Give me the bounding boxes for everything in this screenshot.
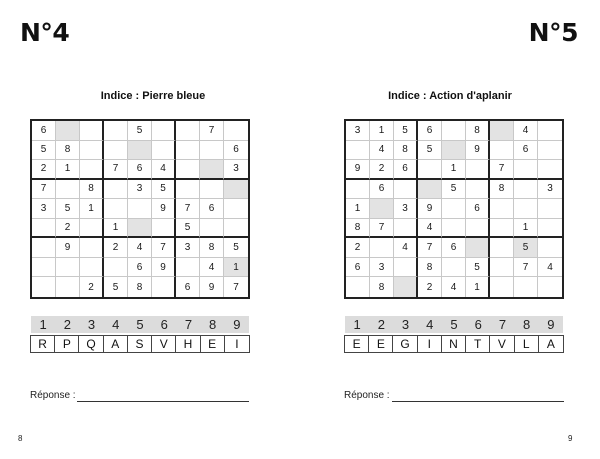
key-letter: E <box>201 336 225 352</box>
sudoku-cell[interactable]: 7 <box>514 258 538 278</box>
sudoku-cell[interactable] <box>538 219 562 239</box>
letter-key-row <box>30 335 250 353</box>
key-letter: V <box>490 336 514 352</box>
sudoku-cell[interactable]: 9 <box>152 199 176 219</box>
sudoku-cell[interactable] <box>56 277 80 297</box>
number-key-row <box>31 316 249 333</box>
sudoku-cell[interactable] <box>346 277 370 297</box>
sudoku-cell[interactable]: 8 <box>200 238 224 258</box>
sudoku-cell[interactable] <box>442 141 466 161</box>
sudoku-cell[interactable] <box>104 258 128 278</box>
sudoku-cell[interactable] <box>224 121 248 141</box>
sudoku-cell[interactable]: 8 <box>128 277 152 297</box>
sudoku-cell[interactable] <box>56 121 80 141</box>
key-letter: E <box>345 336 369 352</box>
sudoku-cell[interactable]: 8 <box>418 258 442 278</box>
key-letter: A <box>104 336 128 352</box>
sudoku-cell[interactable] <box>538 160 562 180</box>
sudoku-cell[interactable] <box>466 238 490 258</box>
sudoku-cell[interactable]: 9 <box>418 199 442 219</box>
sudoku-cell[interactable]: 8 <box>370 277 394 297</box>
sudoku-cell[interactable] <box>538 238 562 258</box>
sudoku-cell[interactable]: 7 <box>32 180 56 200</box>
sudoku-cell[interactable] <box>514 180 538 200</box>
sudoku-cell[interactable] <box>128 219 152 239</box>
sudoku-cell[interactable]: 6 <box>200 199 224 219</box>
sudoku-cell[interactable]: 5 <box>152 180 176 200</box>
sudoku-cell[interactable] <box>32 219 56 239</box>
sudoku-cell[interactable]: 2 <box>418 277 442 297</box>
sudoku-cell[interactable]: 7 <box>490 160 514 180</box>
sudoku-cell[interactable]: 7 <box>176 199 200 219</box>
sudoku-cell[interactable] <box>538 121 562 141</box>
key-number: 6 <box>160 317 168 332</box>
sudoku-cell[interactable]: 4 <box>370 141 394 161</box>
sudoku-cell[interactable]: 1 <box>346 199 370 219</box>
sudoku-cell[interactable]: 2 <box>80 277 104 297</box>
sudoku-cell[interactable] <box>128 199 152 219</box>
key-number: 5 <box>450 317 458 332</box>
sudoku-cell[interactable] <box>490 121 514 141</box>
sudoku-cell[interactable] <box>466 160 490 180</box>
sudoku-cell[interactable] <box>370 238 394 258</box>
puzzle-number-title: N°5 <box>528 18 578 47</box>
page-number: 8 <box>18 434 23 443</box>
sudoku-cell[interactable]: 6 <box>32 121 56 141</box>
sudoku-cell[interactable]: 1 <box>466 277 490 297</box>
sudoku-cell[interactable]: 9 <box>466 141 490 161</box>
sudoku-cell[interactable]: 9 <box>56 238 80 258</box>
key-number: 4 <box>426 317 434 332</box>
sudoku-cell[interactable] <box>32 258 56 278</box>
key-number: 9 <box>547 317 555 332</box>
sudoku-cell[interactable]: 2 <box>104 238 128 258</box>
sudoku-cell[interactable]: 3 <box>346 121 370 141</box>
sudoku-cell[interactable]: 1 <box>514 219 538 239</box>
sudoku-cell[interactable] <box>80 121 104 141</box>
key-letter: R <box>31 336 55 352</box>
sudoku-cell[interactable] <box>538 199 562 219</box>
sudoku-cell[interactable] <box>490 219 514 239</box>
key-number: 2 <box>377 317 385 332</box>
sudoku-cell[interactable]: 6 <box>394 160 418 180</box>
sudoku-cell[interactable]: 7 <box>104 160 128 180</box>
sudoku-cell[interactable]: 8 <box>346 219 370 239</box>
sudoku-cell[interactable]: 6 <box>514 141 538 161</box>
key-letter: P <box>55 336 79 352</box>
sudoku-cell[interactable] <box>514 199 538 219</box>
sudoku-cell[interactable]: 4 <box>442 277 466 297</box>
sudoku-grid <box>344 119 564 299</box>
sudoku-cell[interactable]: 5 <box>128 121 152 141</box>
sudoku-cell[interactable] <box>176 141 200 161</box>
sudoku-cell[interactable]: 6 <box>128 160 152 180</box>
sudoku-cell[interactable] <box>80 219 104 239</box>
sudoku-cell[interactable] <box>56 180 80 200</box>
sudoku-cell[interactable] <box>224 199 248 219</box>
sudoku-cell[interactable]: 6 <box>176 277 200 297</box>
key-letter: I <box>235 337 239 351</box>
key-letter: E <box>369 336 393 352</box>
sudoku-cell[interactable] <box>104 141 128 161</box>
sudoku-cell[interactable] <box>490 277 514 297</box>
sudoku-cell[interactable]: 2 <box>56 219 80 239</box>
sudoku-cell[interactable] <box>128 141 152 161</box>
sudoku-cell[interactable] <box>176 258 200 278</box>
sudoku-cell[interactable] <box>418 180 442 200</box>
sudoku-cell[interactable]: 3 <box>32 199 56 219</box>
sudoku-cell[interactable]: 4 <box>394 238 418 258</box>
sudoku-cell[interactable]: 5 <box>514 238 538 258</box>
sudoku-cell[interactable]: 3 <box>128 180 152 200</box>
key-letter: H <box>176 336 200 352</box>
answer-label: Réponse : <box>344 390 390 401</box>
key-letter: Q <box>79 336 103 352</box>
key-number: 3 <box>401 317 410 332</box>
key-letter: S <box>128 336 152 352</box>
sudoku-cell[interactable]: 8 <box>394 141 418 161</box>
sudoku-cell[interactable] <box>514 160 538 180</box>
sudoku-cell[interactable]: 8 <box>490 180 514 200</box>
sudoku-cell[interactable] <box>80 258 104 278</box>
sudoku-cell[interactable]: 3 <box>394 199 418 219</box>
sudoku-cell[interactable]: 3 <box>176 238 200 258</box>
sudoku-cell[interactable]: 2 <box>370 160 394 180</box>
number-key-row <box>345 316 563 333</box>
sudoku-cell[interactable]: 9 <box>152 258 176 278</box>
sudoku-cell[interactable] <box>394 180 418 200</box>
sudoku-cell[interactable]: 1 <box>80 199 104 219</box>
sudoku-cell[interactable]: 5 <box>224 238 248 258</box>
sudoku-cell[interactable] <box>490 258 514 278</box>
sudoku-cell[interactable] <box>104 180 128 200</box>
key-letter: A <box>546 337 555 351</box>
key-number: 8 <box>209 317 217 332</box>
sudoku-cell[interactable] <box>442 219 466 239</box>
sudoku-cell[interactable] <box>200 219 224 239</box>
sudoku-cell[interactable] <box>104 199 128 219</box>
sudoku-cell[interactable]: 1 <box>224 258 248 278</box>
sudoku-cell[interactable] <box>442 258 466 278</box>
hint-text: Indice : Action d'aplanir <box>388 90 512 102</box>
sudoku-cell[interactable]: 6 <box>466 199 490 219</box>
key-letter: T <box>466 336 490 352</box>
key-number: 7 <box>184 317 193 332</box>
sudoku-cell[interactable]: 3 <box>538 180 562 200</box>
sudoku-cell[interactable]: 4 <box>418 219 442 239</box>
sudoku-cell[interactable]: 6 <box>128 258 152 278</box>
sudoku-cell[interactable]: 4 <box>538 258 562 278</box>
sudoku-cell[interactable]: 1 <box>370 121 394 141</box>
sudoku-cell[interactable] <box>152 121 176 141</box>
key-number: 8 <box>523 317 531 332</box>
sudoku-cell[interactable]: 7 <box>233 281 239 293</box>
sudoku-cell[interactable]: 6 <box>346 258 370 278</box>
sudoku-cell[interactable] <box>490 141 514 161</box>
sudoku-cell[interactable]: 5 <box>104 277 128 297</box>
sudoku-cell[interactable] <box>394 219 418 239</box>
sudoku-cell[interactable] <box>394 258 418 278</box>
key-number: 7 <box>498 317 507 332</box>
sudoku-cell[interactable] <box>466 219 490 239</box>
sudoku-cell[interactable] <box>200 160 224 180</box>
sudoku-cell[interactable] <box>32 277 56 297</box>
sudoku-cell[interactable] <box>152 141 176 161</box>
sudoku-cell[interactable] <box>538 277 562 297</box>
sudoku-cell[interactable] <box>346 141 370 161</box>
sudoku-cell[interactable]: 1 <box>56 160 80 180</box>
sudoku-cell[interactable]: 7 <box>200 121 224 141</box>
sudoku-cell[interactable]: 6 <box>418 121 442 141</box>
sudoku-cell[interactable] <box>176 160 200 180</box>
key-number: 1 <box>39 317 47 332</box>
sudoku-cell[interactable] <box>442 199 466 219</box>
key-number: 5 <box>136 317 144 332</box>
sudoku-cell[interactable]: 5 <box>466 258 490 278</box>
key-number: 4 <box>112 317 120 332</box>
sudoku-cell[interactable] <box>490 199 514 219</box>
sudoku-cell[interactable] <box>176 121 200 141</box>
sudoku-cell[interactable]: 6 <box>224 141 248 161</box>
sudoku-cell[interactable] <box>514 277 538 297</box>
sudoku-cell[interactable] <box>490 238 514 258</box>
sudoku-cell[interactable]: 4 <box>200 258 224 278</box>
hint-text: Indice : Pierre bleue <box>100 90 206 102</box>
sudoku-cell[interactable]: 5 <box>56 199 80 219</box>
sudoku-cell[interactable]: 3 <box>224 160 248 180</box>
sudoku-cell[interactable]: 5 <box>176 219 200 239</box>
sudoku-cell[interactable]: 8 <box>56 141 80 161</box>
sudoku-cell[interactable] <box>394 277 418 297</box>
sudoku-cell[interactable] <box>152 219 176 239</box>
sudoku-cell[interactable]: 2 <box>346 238 370 258</box>
sudoku-cell[interactable] <box>176 180 200 200</box>
key-letter: V <box>152 336 176 352</box>
sudoku-cell[interactable] <box>224 219 248 239</box>
answer-label: Réponse : <box>30 390 76 401</box>
sudoku-cell[interactable] <box>538 141 562 161</box>
sudoku-cell[interactable]: 8 <box>466 121 490 141</box>
sudoku-cell[interactable]: 7 <box>152 238 176 258</box>
page-number: 9 <box>568 434 573 443</box>
sudoku-cell[interactable]: 4 <box>514 121 538 141</box>
sudoku-cell[interactable]: 8 <box>80 180 104 200</box>
sudoku-cell[interactable]: 4 <box>152 160 176 180</box>
key-letter: N <box>442 336 466 352</box>
sudoku-cell[interactable] <box>200 180 224 200</box>
sudoku-cell[interactable] <box>224 180 248 200</box>
sudoku-grid <box>30 119 250 299</box>
sudoku-cell[interactable] <box>80 141 104 161</box>
key-number: 3 <box>87 317 96 332</box>
sudoku-cell[interactable] <box>32 238 56 258</box>
sudoku-cell[interactable]: 1 <box>104 219 128 239</box>
sudoku-cell[interactable] <box>466 180 490 200</box>
sudoku-cell[interactable]: 7 <box>370 219 394 239</box>
puzzle-number-title: N°4 <box>20 18 70 47</box>
key-number: 9 <box>233 317 241 332</box>
sudoku-cell[interactable]: 6 <box>442 238 466 258</box>
sudoku-cell[interactable] <box>152 277 176 297</box>
sudoku-cell[interactable]: 5 <box>394 121 418 141</box>
sudoku-cell[interactable]: 6 <box>370 180 394 200</box>
sudoku-cell[interactable] <box>418 160 442 180</box>
sudoku-cell[interactable]: 2 <box>32 160 56 180</box>
answer-input-line[interactable] <box>392 401 564 402</box>
key-number: 1 <box>353 317 361 332</box>
sudoku-cell[interactable] <box>56 258 80 278</box>
answer-input-line[interactable] <box>77 401 249 402</box>
sudoku-cell[interactable]: 5 <box>442 180 466 200</box>
sudoku-cell[interactable] <box>104 121 128 141</box>
sudoku-cell[interactable]: 9 <box>200 277 224 297</box>
sudoku-cell[interactable]: 4 <box>128 238 152 258</box>
sudoku-cell[interactable]: 5 <box>418 141 442 161</box>
key-letter: L <box>515 336 539 352</box>
sudoku-cell[interactable] <box>80 160 104 180</box>
sudoku-cell[interactable] <box>442 121 466 141</box>
sudoku-cell[interactable] <box>370 199 394 219</box>
key-letter: I <box>418 336 442 352</box>
key-number: 6 <box>474 317 482 332</box>
sudoku-cell[interactable]: 1 <box>442 160 466 180</box>
key-letter: G <box>393 336 417 352</box>
sudoku-cell[interactable] <box>346 180 370 200</box>
letter-key-row <box>344 335 564 353</box>
sudoku-cell[interactable] <box>80 238 104 258</box>
key-number: 2 <box>63 317 71 332</box>
sudoku-cell[interactable]: 3 <box>370 258 394 278</box>
sudoku-cell[interactable]: 5 <box>32 141 56 161</box>
sudoku-cell[interactable] <box>200 141 224 161</box>
sudoku-cell[interactable]: 9 <box>346 160 370 180</box>
sudoku-cell[interactable]: 7 <box>418 238 442 258</box>
